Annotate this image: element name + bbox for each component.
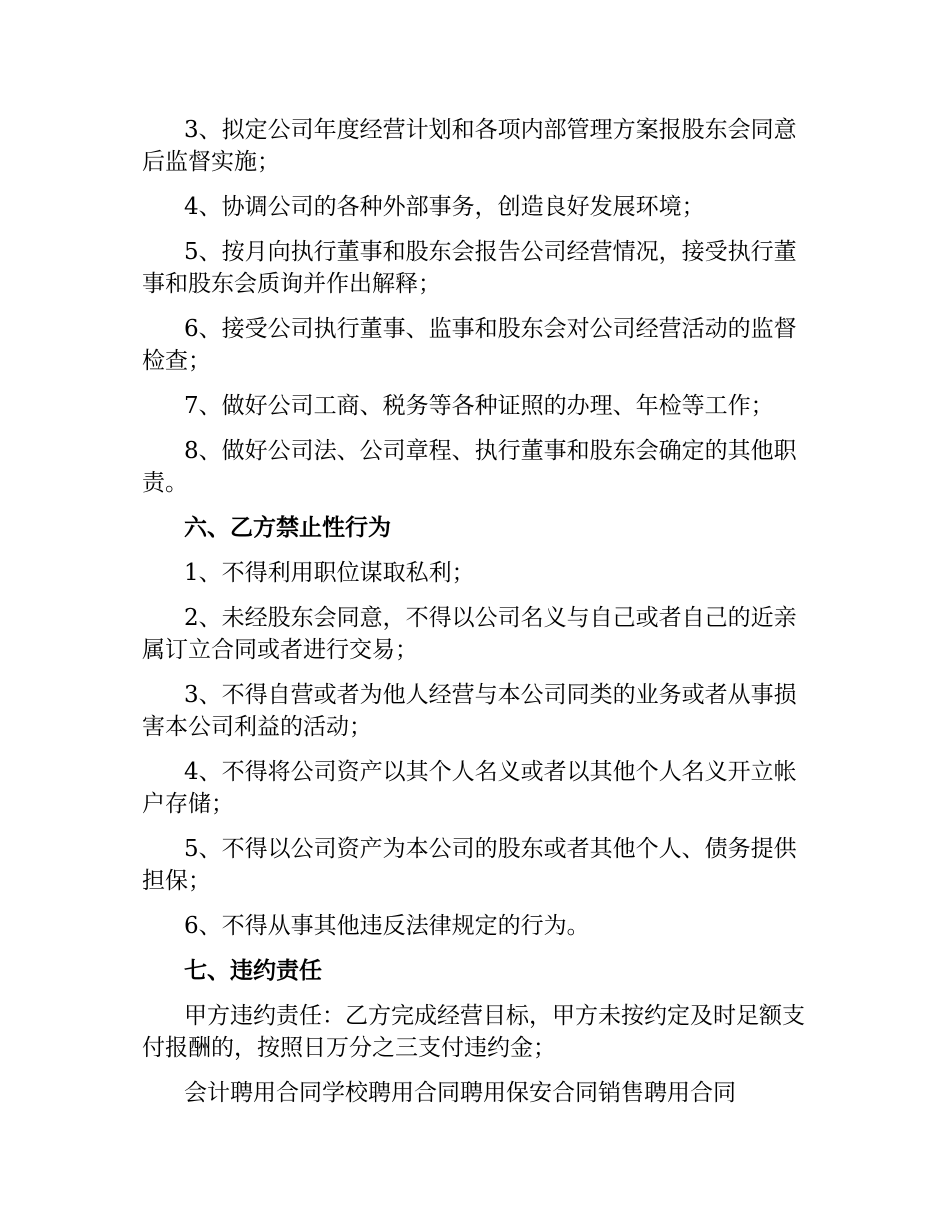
clause-7-text: 7、做好公司工商、税务等各种证照的办理、年检等工作； — [184, 393, 774, 419]
clause-6-text: 6、接受公司执行董事、监事和股东会对公司经营活动的监督检查； — [142, 316, 797, 374]
clause-4-text: 4、协调公司的各种外部事务，创造良好发展环境； — [184, 194, 705, 220]
document-body — [142, 114, 812, 1122]
prohibition-1-text: 1、不得利用职位谋取私利； — [184, 560, 475, 586]
prohibition-3-text: 3、不得自营或者为他人经营与本公司同类的业务或者从事损害本公司利益的活动； — [142, 682, 797, 740]
section-heading-liability: 七、违约责任 — [184, 958, 322, 984]
prohibition-5-text: 5、不得以公司资产为本公司的股东或者其他个人、债务提供担保； — [142, 836, 797, 894]
section-heading-prohibited-conduct: 六、乙方禁止性行为 — [184, 515, 391, 541]
clause-5-text: 5、按月向执行董事和股东会报告公司经营情况，接受执行董事和股东会质询并作出解释； — [142, 239, 797, 297]
clause-8-text: 8、做好公司法、公司章程、执行董事和股东会确定的其他职责。 — [142, 438, 797, 496]
prohibition-2-text: 2、未经股东会同意，不得以公司名义与自己或者自己的近亲属订立合同或者进行交易； — [142, 605, 797, 663]
prohibition-6-text: 6、不得从事其他违反法律规定的行为。 — [184, 913, 590, 939]
clause-3-text: 3、拟定公司年度经营计划和各项内部管理方案报股东会同意后监督实施； — [142, 117, 797, 175]
related-contracts-text: 会计聘用合同学校聘用合同聘用保安合同销售聘用合同 — [184, 1080, 736, 1106]
party-a-liability-text: 甲方违约责任：乙方完成经营目标，甲方未按约定及时足额支付报酬的，按照日万分之三支付违约金； — [142, 1003, 805, 1061]
prohibition-4-text: 4、不得将公司资产以其个人名义或者以其他个人名义开立帐户存储； — [142, 759, 797, 817]
